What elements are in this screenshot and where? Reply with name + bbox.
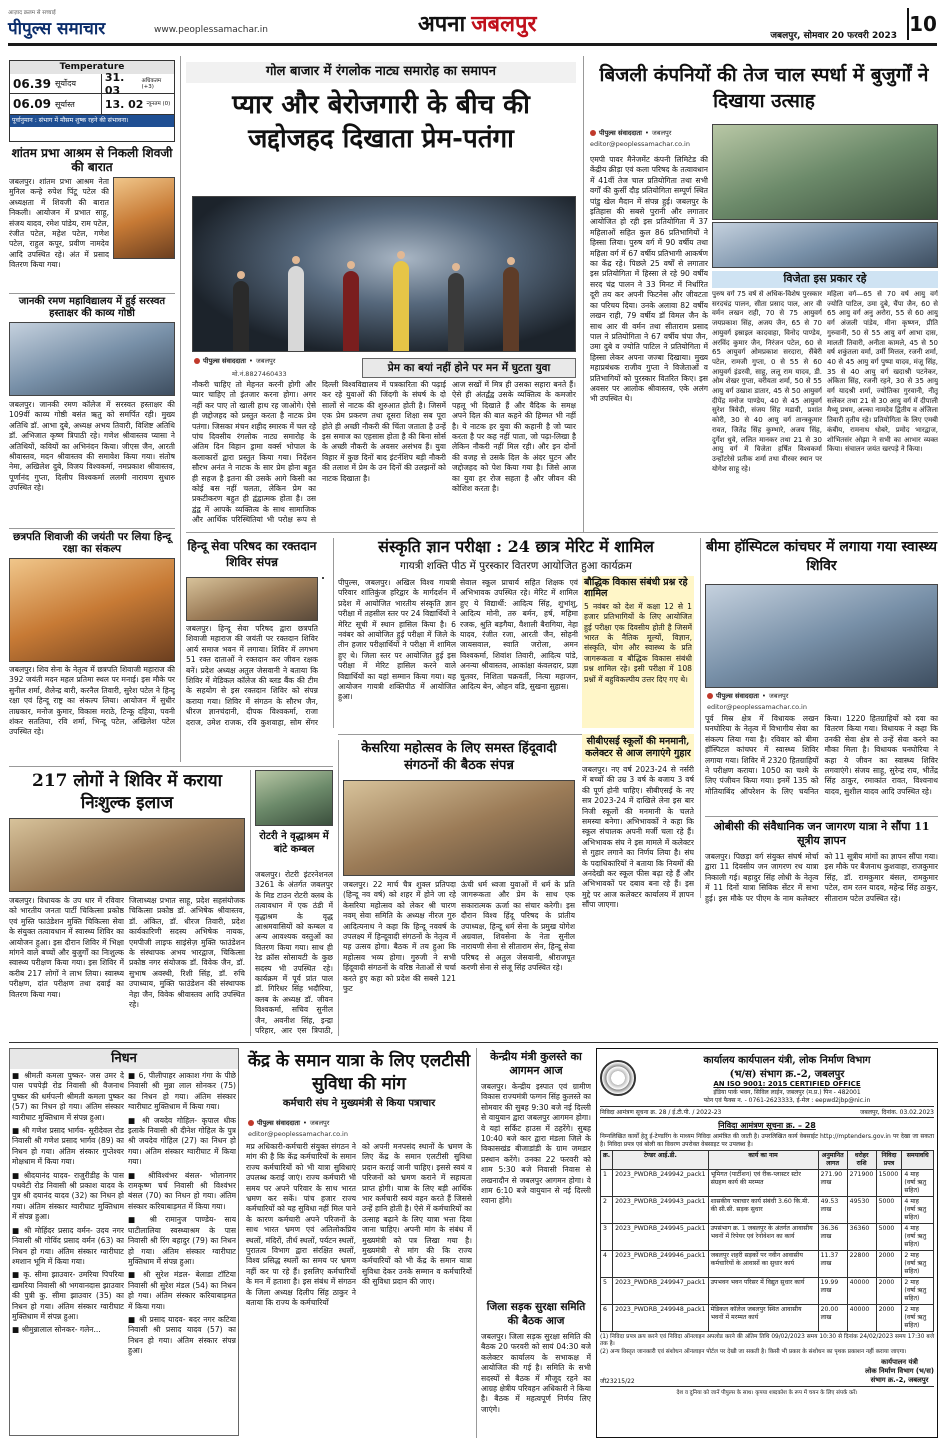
bima-credit-name: पीपुल्स संवाददाता [716, 692, 760, 700]
max-temp-label: अधिकतम (+3) [141, 77, 162, 90]
ltc-credit-name: पीपुल्स संवाददाता [257, 1119, 301, 1127]
obituary-item: ■ श्रीमुन्नालाल सोनकर- गलेन... [12, 1325, 101, 1335]
masthead [8, 6, 937, 46]
theatre-mobile: मो.नं.8827460433 [232, 370, 287, 378]
tender-row [601, 1305, 934, 1332]
sanskriti-body-col2: सेवाल स्कूल प्राचार्य सहित शिक्षक एवं अभिभावक उपस्थित रहे। मेरिट में शामिल हुए ये विद्यार्थी: आदित्य सिंह, शुभांशु, आदित्य मोनी, तरु बर्मन, हर्ष, महिमा रजक, श्रुति बड़गैया, वैशाली बैरागिया, नेहा यादव, रंजीत रजा, आरती जैन, सोहनी जायसवाल, स्वाति जरोला, अमन विश्वकर्मा, शिवांश तिवारी, आदित्य पांडे, अनन्या श्रीवास्तव, आकांक्षा कंवलदार, प्रज्ञा चुतवर, निशिता चक्रवर्ती, नित्या महाजन, आदित्य बेन, ओहन वडि, सुखना सुहास। [460, 578, 578, 692]
winners-title: विजेता इस प्रकार रहे [712, 271, 938, 288]
tender-cell: 4 माह (वर्षा ऋतु सहित) [902, 1224, 934, 1251]
hindu-sewa-body: जबलपुर। हिन्दू सेवा परिषद द्वारा छत्रपति शिवाजी महाराज की जयंती पर रक्तदान शिविर आर्य समाज भवन में लगाया। शिविर में लगभग 51 रक्त दाताओं ने रक्तदान कर जीवन रक्षक बनें। प्रदेश अध्यक्ष अतुल जेसवानी ने बताया कि शिविर में मेडिकल कॉलेज की ब्लड बैंक की टीम के सहयोग से इस रक्तदान शिविर को संपन्न कराया गया। शिविर में संगठन के सौरभ जैन, धीरज ज्ञानचंदानी, दीपक विश्वकर्मा, राजा दराज, उमेश राजक, रवि कुशवाहा, सोम सेंगर [186, 624, 318, 727]
tender-address: इंडिया पार्क भवन, सिविल लाईन, जबलपुर (म.प्र.) पिन - 482001 [713, 1089, 861, 1096]
tender-row [601, 1170, 934, 1197]
obituary-item: ■ श्रीमती कमला पुष्कर- जस उमर दे पास पचपेड़ी रोड निवासी श्री वैजनाथ पुष्कर की धर्मपत्नी श्रीमती कमला पुष्कर (57) का निधन हो गया। अंतिम संस्कार ग्वारीघाट मुक्तिधाम में संपन्न हुआ। [12, 1071, 124, 1122]
nidhan-title: निधन [10, 1049, 238, 1069]
tender-cell: 5000 [876, 1224, 902, 1251]
elders-credit-city: जबलपुर [651, 129, 672, 137]
ltc-body-col2: को अपनी मनपसंद स्थानों के भ्रमण के लिए केंद्र के समान एलटीसी सुविधा प्रदान कराई जानी चाहिए। इससे स्वयं व परिजनों को भ्रमण कराने में सहायता प्राप्त होगी। यात्रा के लिए बड़ी आर्थिक भार कर्मचारी स्वयं वहन करते हैं जिससे उन्हें हानि होती है। ऐसे में कर्मचारियों का उत्साह बढ़ाने के लिए यात्रा भत्ता दिया जाना चाहिए। अपनी मांग के संबंध में मुख्यमंत्री को पत्र लिखा गया है। मुख्यमंत्री से मांग की कि राज्य कर्मचारियों को भी केंद्र के समान यात्रा सुविधा देकर उनके सम्मान व कर्मचारियों की सुविधा प्रदान की जाए। [362, 1142, 472, 1287]
ltc-email[interactable]: editor@peoplessamachar.co.in [248, 1130, 348, 1138]
elders-credit-name: पीपुल्स संवाददाता [599, 129, 643, 137]
tender-cell: 36360 [847, 1224, 876, 1251]
tender-cell: 6 [601, 1305, 613, 1332]
tender-cell: 49.53 लाख [818, 1197, 847, 1224]
tender-intro: निम्नलिखित कार्यों हेतु ई-टेण्डरिंग के माध्यम निविदा आमंत्रित की जाती है। उपरलिखित कार्य वेबसाईट http://mptenders.gov.in पर देखा जा सकता है। निविदा प्रपत्र एवं बोली का विवरण उपरोक्त वेबसाइट पर उपलब्ध है। [600, 1133, 934, 1148]
elders-credit: पीपुल्स संवाददाता • जबलपुर [590, 128, 671, 137]
cbse-body: जबलपुर। नए वर्ष 2023-24 से नर्सरी में बच्चों की उम्र 3 वर्ष के बजाय 3 वर्ष की पूर्ण होनी चाहिए। सीबीएसई के नए सत्र 2023-24 में दाखिले लेना इस बार निजी स्कूलों की मनमानी के चलते समस्या बनेगा। अभिभावकों ने कहा कि स्कूल संचालक अपनी मर्जी चला रहे हैं। अभिभावक संघ ने इस मामले में कलेक्टर से गुहार लगाने का निर्णय लिया है। संघ के पदाधिकारियों ने बताया कि नियमों की अनदेखी कर स्कूल फीस बढ़ा रहे हैं और अभिभावकों पर दबाव बना रहे हैं। इस मुद्दे पर आज कलेक्टर कार्यालय में ज्ञापन सौंपा जाएगा। [582, 765, 694, 910]
tender-column-header: कार्य का नाम [708, 1151, 818, 1170]
obc-headline: ओबीसी की संवैधानिक जन जागरण यात्रा ने सौंपा 11 सूत्रीय ज्ञापन [713, 820, 930, 847]
mp-emblem-icon [600, 1060, 636, 1096]
bima-email[interactable]: editor@peoplessamachar.co.in [707, 703, 807, 711]
tender-cell: 5000 [876, 1197, 902, 1224]
cbse-headline: सीबीएसई स्कूलों की मनमानी, कलेक्टर से आज लगाएंगे गुहार [582, 734, 694, 762]
rotary-photo [255, 770, 333, 826]
tender-row [601, 1278, 934, 1305]
signature-dept: लोक निर्माण विभाग (भ/स) [865, 1366, 934, 1375]
hindu-sewa-photo-2 [322, 577, 324, 579]
tender-cell: 22800 [847, 1251, 876, 1278]
page-number: 10 [907, 8, 937, 40]
tender-cell: 4 माह (वर्षा ऋतु सहित) [902, 1197, 934, 1224]
kesariya-body-col1: जबलपुर। 22 मार्च चैत्र शुक्ल प्रतिपदा (हिन्दू नव वर्ष) को शहर में होने जा रहे केसरिया महोत्सव को लेकर श्री चारण नवम् सेवा समिति के अध्यक्ष नीरज गुरु आदित्यनाथ ने कहा कि हिन्दू नववर्ष के उपलक्ष्य में हिन्दूवादी संगठनों के नेतृत्व में यह उत्सव होगा। बैठक में तय हुआ कि महोत्सव भव्य होगा। गुरुजी ने सभी हिंदूवादी संगठनों के वरिष्ठ नेताओं से चर्चा करते हुए कहा को प्रदेश की सबसे 121 फुट [343, 880, 456, 994]
tender-table [600, 1150, 934, 1332]
tender-row [601, 1197, 934, 1224]
shantam-body: जबलपुर। शांतम प्रभा आश्रम नेता मुनिल कन्हे रुपेश पिंटू पटेल की अध्यक्षता में शिवजी की बारात निकली। आयोजन में प्रभात साहू, संजय यादव, रमेश पांडेय, राम पटेल, रंजीत पटेल, महेश पटेल, गणेश पटेल, राहुल कपूर, प्रवीण नामदेव आदि उपस्थित रहे। अंत में प्रसाद वितरण किया गया। [9, 177, 109, 270]
tender-cell: 5 [601, 1278, 613, 1305]
kesariya-headline: केसरिया महोत्सव के लिए समस्त हिंदूवादी संगठनों की बैठक संपन्न [361, 741, 557, 773]
tender-cell: 49530 [847, 1197, 876, 1224]
shivir217-photo [9, 818, 245, 892]
obituary-item: ■ श्री जयदेव गोहिल- कृपाल धीक इलाके निवासी श्री दीनेश गोहिल के पुत्र श्री जयदेव गोहिल (27) का निधन हो गया। अंतिम संस्कार ग्वारीघाट में किया गया। [128, 1115, 236, 1167]
paper-small-tagline: आज़ाद क़लम से सच्चाई [8, 10, 56, 16]
tender-cell: 271.90 लाख [818, 1170, 847, 1197]
tender-column-header: समयावधि [902, 1151, 934, 1170]
tender-cell: 271900 [847, 1170, 876, 1197]
website-url[interactable]: www.peoplessamachar.in [154, 25, 268, 35]
kesariya-photo [343, 780, 575, 876]
baudhik-body: 5 नवंबर को देश में कक्षा 12 से 1 हजार प्रतिभागियों के लिए आयोजित हुई परीक्षा एक दिवसीय होती है जिसमें भारत के नैतिक मूल्यों, विज्ञान, संस्कृति, योग और स्वास्थ्य के प्रति जागरूकता व बौद्धिक विकास संबंधी प्रश्न शामिल रहे। इसी परीक्षा में 108 प्रश्नों में बहुविकल्पीय उत्तर दिए गए थे। [584, 601, 692, 684]
tender-ad-code: जी23215/22 [600, 1377, 635, 1385]
weather-title: Temperature [10, 61, 174, 74]
shivaji-body: जबलपुर। शिव सेना के नेतृत्व में छत्रपति शिवाजी महाराज की 392 जयंती मदन महल प्रतिमा स्थल पर मनाई। इस मौके पर सुनील शर्मा, शैलेन्द्र बारी, करनैल तिवारी, सुरेश पटेल ने हिन्दू रक्षा एवं हिन्दू राष्ट्र का संकल्प लिया। आयोजन में सुधीर ताम्रकार, मनोज कुमार, विकास मराठे, टिन्कू दहिया, पवनी शंकर सततिया, रवि शर्मा, भिन्दू पटेल, अखिलेश पटेल उपस्थित रहे। [9, 665, 175, 737]
theatre-body-col3: आज सखों में मित्र ही उसका सहारा बनते हैं। ऐसे ही अंतर्द्वंद्व उसके व्यक्तित्व के कमजोर पहलू भी दिखाते हैं और वैदिक के समक्ष अपने दिल की बात कहने की हिम्मत भी नहीं है। ये नाटक हर युवा की कहानी है जो प्यार करता है पर कह नहीं पाता, जो पढ़ा-लिखा है लेकिन नौकरी नहीं मिल रही। और इन दोनों की वजह से उसके दिल के अंदर घुटन और जद्दोजहद को पेश किया गया है। जिसे आज का युवा हर रोज सहता है और जीवन की कोशिश करता है। [452, 380, 576, 494]
obituary-item: ■ श्री रामानुज पाण्डेय- साय घाटीलालिया स्वस्थ्याश्रम के पास निवासी श्री रिंग बहादुर (79) का निधन हो गया। अंतिम संस्कार ग्वारीघाट मुक्तिधाम में संपन्न हुआ। [128, 1215, 236, 1266]
tender-cell: 40000 [847, 1305, 876, 1332]
shivir217-body-col1: जबलपुर। विधायक के उप धार में रविवार को भारतीय जनता पार्टी चिकित्सा प्रकोष्ठ एवं मुस्ति फाउंडेशन मुक्ति चिकित्सा सेवा के संयुक्त तत्वावधान में स्वास्थ्य शिविर का आयोजन हुआ। इस दौरान शिविर में भिक्षा मांगने वाले बच्चों और बुजुर्गों का निःशुल्क स्वास्थ्य परीक्षण किया गया। इस शिविर में करीब 217 लोगों ने लाभ लिया। स्वास्थ्य परीक्षण, दांत परीक्षण तथा दवाई का वितरण किया गया। [9, 896, 124, 999]
rotary-body: जबलपुर। रोटरी इंटरनेशनल 3261 के अंतर्गत जबलपुर के मिड टाउन रोटरी क्लब के तत्वावधान में एक ठंडी में वृद्धाश्रम के वृद्ध आश्रमवासियों को कम्बल व अन्य आवश्यक वस्तुओं का वितरण किया गया। साथ ही रेड क्रॉस सोसायटी के कुछ सदस्य भी उपस्थित रहे। कार्यक्रम में पूर्व प्रांत पाल डॉ. गिरिधर सिंह भदौरिया, क्लब के अध्यक्ष डॉ. जीवन विश्वकर्मा, सचिव सुनील जैन, अवनीश सिंह, इन्द्रा परिहार, आर एस त्रिपाठी, [255, 870, 333, 1036]
tender-cell: 2023_PWDRB_249947_pack1 [613, 1278, 708, 1305]
tender-cell: 2000 [876, 1278, 902, 1305]
winners-col1: पुरुष वर्ग 75 वर्ष से अधिक-विशेष पुरस्कार सरदचंद्र पालन, सीता प्रसाद पाल, आर वी वर्मन लखन राही, 70 से 75 आयुवर्ग जयप्रकाश सिंह, अजय जैन, 65 से 70 आयुवर्ग इस्राइल कादवाहा, विनोद पाण्डेय, अरविंद कुमार जैन, निरंजन पटेल, 60 से 65 आयुवर्ग ओमप्रकाश सरदारा, सैंबेरी पटेल, रामजी गुप्ता, 0 से 55 से 60 आयुवर्ग इंडरवी, साहू, ललू राम यादव, डी. ओम शेखर गुप्ता, वरीयता शर्मा, 50 से 55 आयु वर्ग उखाश डातार, 45 से 50 आयुवर्ग दीपेंद्र मनोज पाण्डेय, 40 से 45 आयुवर्ग सुरेश त्रिवेदी, संजय सिंह मडावी, प्रशांत कोरी, 30 से 40 आयु वर्ग तान्त्रकुमार रावत, जितेंद्र सिंह कुम्भारे, अजय सिंह, दुर्गेश धुवे, ललित मानकर तथा 21 से 30 आयु वर्ग में विजेता हर्षित विश्वकर्मा उन्होंटरेसे प्रतीक शर्मा तथा वीरवर स्थान पर योगेश साहू रहे। [712, 290, 822, 473]
shivir217-body-col2: जिलाध्यक्ष प्रभात साहू, प्रदेश सहसंयोजक चिकित्सा प्रकोष्ठ डॉ. अभिषेक श्रीवास्तव, डॉ. अंकित, डॉ. धीरज तिवारी, प्रदेश कार्यकारिणी सदस्य अभिषेक नायक, एमपीजी लाइफ साइंसेज़ मुक्ति फाउंडेशन के संस्थापक अभय भारद्वाज, चिकित्सा प्रकोष्ठ नगर संयोजक डॉ. विवेक जैन, डॉ. सुभाष अवस्थी, रिशी सिंह, डॉ. रुचि उपाध्याय, मुक्ति फाउंडेशन की संस्थापक नेहा जैन, विवेक श्रीवास्तव आदि उपस्थित रहे। [129, 896, 245, 1010]
sunrise-time: 06.39 [13, 76, 51, 91]
sanskriti-headline: संस्कृति ज्ञान परीक्षा : 24 छात्र मेरिट में शामिल [378, 537, 654, 556]
tender-row [601, 1224, 934, 1251]
tender-ref-date: जबलपुर, दिनांक. 03.02.2023 [859, 1109, 934, 1116]
tender-cell: 2023_PWDRB_249943_pack1 [613, 1197, 708, 1224]
bima-photo [705, 584, 938, 688]
tender-cell: उपभवन भवन परिसर में विद्युत सुधार कार्य [708, 1278, 818, 1305]
hindu-sewa-headline: हिन्दू सेवा परिषद का रक्तदान शिविर संपन्न [187, 539, 317, 569]
tender-cell: 11.37 लाख [818, 1251, 847, 1278]
ltc-body-col1: मप्र अधिकारी-कर्मचारी संयुक्त संगठन ने मांग की है कि केंद्र कर्मचारियों के समान राज्य कर्मचारियों को भी यात्रा सुविधाएं उपलब्ध कराई जाएं। राज्य कर्मचारी भी समय पर अपने परिवार के साथ भारत भ्रमण कर सकें। पांच हजार राज्य कर्मचारियों को यह सुविधा नहीं मिल पाने के कारण कर्मचारी अपने परिजनों के साथ भारत भ्रमण एवं अतिलोकप्रिय स्थलों, मंदिरों, तीर्थ स्थलों, पर्यटन स्थलों, पुरातत्व विभाग द्वारा संरक्षित स्थलों, विश्व प्रसिद्ध स्थलों का समय पर भ्रमण नहीं कर पा रहे हैं। इसलिए कर्मचारियों के मन में हताशा है। इस संबंध में संगठन के जिला अध्यक्ष दिलीप सिंह ठाकुर ने बताया कि राज्य के कर्मचारियों [246, 1142, 356, 1308]
tender-cell: 2 माह (वर्षा ऋतु सहित) [902, 1305, 934, 1332]
shivaji-photo [9, 558, 175, 662]
tender-cell: शासकीय पत्राचार कार्य संबंधी 3.60 कि.मी. की सी.सी. सड़क सुधार [708, 1197, 818, 1224]
sunset-time: 06.09 [13, 97, 51, 111]
tender-ad [596, 1048, 938, 1438]
tender-cell: 4 [601, 1251, 613, 1278]
bima-credit: पीपुल्स संवाददाता • जबलपुर [707, 691, 788, 700]
theatre-credit: पीपुल्स संवाददाता • जबलपुर [194, 356, 275, 365]
baudhik-headline: बौद्धिक विकास संबंधी प्रश्न रहे शामिल [584, 577, 688, 599]
tender-cell: 2023_PWDRB_249946_pack1 [613, 1251, 708, 1278]
tender-column-header: निविदा प्रपत्र [876, 1151, 902, 1170]
tender-contact: फोन एवं फैक्स न. - 0761-2623333, ई-मेल : eepwd2jbp@nic.in [703, 1097, 871, 1104]
shantam-headline: शांतम प्रभा आश्रम से निकली शिवजी की बारात [11, 146, 173, 174]
road-safety-body: जबलपुर। जिला सड़क सुरक्षा समिति की बैठक 20 फरवरी को सायं 04:30 बजे कलेक्टर कार्यालय के सभाकक्ष में आयोजित की गई है। समिति के सभी सदस्यों से बैठक में मौजूद रहने का आग्रह क्षेत्रीय परिवहन अधिकारी ने किया है। बैठक में महत्वपूर्ण निर्णय लिए जाएंगे। [481, 1332, 591, 1414]
hindu-sewa-photo [186, 577, 318, 621]
tender-cell: उपसंभाग क्र. 1 जबलपुर के अंतर्गत आवासीय भवनों में रिपेयर एवं रेनोवेशन का कार्य [708, 1224, 818, 1251]
tender-cell: 36.36 लाख [818, 1224, 847, 1251]
tender-cell: 20.00 लाख [818, 1305, 847, 1332]
obituary-item: ■ श्री गणेश प्रसाद भार्गव- सूरीदेवल रोड निवासी श्री गणेश प्रसाद भार्गव (89) का निधन हो गया। अंतिम संस्कार गुप्तेश्वर मोक्षधाम में किया गया। [12, 1126, 124, 1167]
kesariya-body-col2: ऊंची धर्म ध्वजा युवाओं में धर्म के प्रति जागरूकता और प्रेम के साथ एक सकारात्मक ऊर्जा का संचार करेगी। इस दौरान विश्व हिंदू परिषद के प्रांतीय उपाध्यक्ष, हिन्दू धर्म सेना के प्रमुख योगेश अग्रवाल, शिवसेना के नेता सुनील नारायणी सेना से सीताराम सेन, हिन्दू सेवा परिषद से अतुल जेसवानी, श्रीराजपूत करणी सेना से संजू सिंह उपस्थित रहे। [461, 880, 575, 973]
theatre-pull-quote: प्रेम का बयां नहीं होने पर मन में घुटता युवा [362, 358, 576, 378]
ltc-subhead: कर्मचारी संघ ने मुख्यमंत्री से किया पत्राचार [282, 1098, 436, 1109]
max-temp: 31. 03 [104, 70, 125, 97]
tender-ref: निविदा आमंत्रण सूचना क्र. 28 / ई.टी.पी. / 2022-23 [600, 1109, 722, 1116]
janki-headline: जानकी रमण महाविद्यालय में हुई सरस्वत हस्ताक्षर की काव्य गोष्ठी [18, 296, 166, 319]
tender-column-header: क्र. [601, 1151, 613, 1170]
tender-footnotes [600, 1334, 934, 1356]
obituary-item: ■ श्री प्रसाद यादव- बदर नगर कटिया निवासी श्री प्रसाद यादव (57) का निधन हो गया। अंतिम संस्कार संपन्न हुआ। [128, 1314, 236, 1356]
bima-headline: बीमा हॉस्पिटल कांचघर में लगाया गया स्वास्थ्य शिविर [705, 539, 938, 574]
tender-cell: 2 माह (वर्षा ऋतु सहित) [902, 1251, 934, 1278]
tender-cell: 2 [601, 1197, 613, 1224]
theatre-body-col2: दिल्ली विश्वविद्यालय में पत्रकारिता की पढ़ाई कर रहे युवाओं की जिंदगी के संघर्ष के दो सालों से नाटक की शुरुआत होती है। जिसमें एक प्रेम प्रकरण तथा दूसरा शिक्षा सब पूरा होते ही अच्छी नौकरी की चिंता जताता है उन्हें इस समाज का एहसास होता है की बिना सोर्स के अच्छी नौकरी के अवसर असंभव हैं। युवा विहार में कुछ दिनों बाद इंटर्नशिप बड़ी नौकरी की तलाश में प्रेम के उन दिनों की उलझनों को नाटक दिखाता है। [322, 380, 446, 483]
bima-body: पूर्व मिस्र क्षेत्र में विधायक लखन घनघोरिया के नेतृत्व में विभागीय सेवा का संकल्प लिया गया है। रविवार को बीमा हॉस्पिटल कांचघर में स्वास्थ्य शिविर लगाया गया। शिविर में 2320 हितग्राहियों ने परीक्षण कराया। 1050 का चश्मे के लिए पंजीयन किया गया। इनमें 135 को मोतियाबिंद ऑपरेशन के लिए चयनित किया। 1220 हितग्राहियों को दवा का वितरण किया गया। विधायक ने कहा कि उनकी सेवा क्षेत्र से उन्हें सेवा करने का मौका मिला है। विधायक घनघोरिया ने कहा ये जीवन का स्वास्थ्य शिविर लगवाएंगे। संजय साहू, सुरेन्द्र राय, भीतेंद्र सिंह ठाकुर, रमाकांत रावत, विश्वनाथ यादव, सुशील यादव आदि उपस्थित रहे। [705, 714, 938, 796]
tender-cell: भूमिगत (पार्टीशन) एवं रीक-प्लास्टर स्टोर संग्रहण कार्य की मरम्मत [708, 1170, 818, 1197]
ltc-credit: पीपुल्स संवाददाता • जबलपुर [248, 1118, 329, 1127]
rotary-headline: रोटरी ने वृद्धाश्रम में बांटे कम्बल [259, 831, 329, 855]
min-temp: 13. 02 [104, 97, 144, 111]
tender-cell: मेडिकल कॉलेज जबलपुर स्थित आवासीय भवनों में मरम्मत कार्य [708, 1305, 818, 1332]
tender-title-2: (भ/स) संभाग क्र.-2, जबलपुर [729, 1069, 845, 1080]
elders-body: एमपी पावर मैनेजमेंट कंपनी लिमिटेड की केंद्रीय क्रीड़ा एवं कला परिषद के तत्वावधान में 41वीं तेज चाल प्रतियोगिता तथा सभी वर्गों की कुर्सी दौड़ प्रतियोगिता सम्पूर्ण स्थित पांडु खेल मैदान में संपन्न हुई। जबलपुर के इतिहास की सबसे पुरानी और लगातार आयोजित हो रही इस प्रतियोगिता में 37 महिलाओं सहित कुल 86 प्रतिभागियों ने हिस्सा लिया। पुरुष वर्ग में 90 वर्षीय तथा महिला वर्ग में 67 वर्षीय प्रतिभागी आकर्षण का केंद्र रहे। पिछले 25 वर्षों से लगातार इस प्रतियोगिता में हिस्सा ले रहे 90 वर्षीय सरद चंद्र पालन ने 33 मिनट में निर्धारित दूरी तय कर अपनी फिटनेस और जीवटता का परिचय दिया। उनके अलावा 82 वर्षीय लखन राही, 79 वर्षीय डॉ विमल जैन के साथ आर वी वर्मन तथा सीताराम प्रसाद पाल ने प्रतियोगिता ने 67 वर्षीय चंपा जैन, उमा दुबे व ज्योति पाटिल ने प्रतियोगिता में हिस्सा लेकर अपना जज्बा दिखाया। मुख्य महाप्रबंधक राजीव गुप्ता ने विजेताओं व प्रतिभागियों को पुरस्कार वितरित किए। इस अवसर पर आलोक श्रीवास्तव, एके अलंग भी उपस्थित थे। [590, 155, 708, 404]
paper-name: पीपुल्स समाचार [8, 19, 106, 39]
nidhan-col2 [128, 1071, 236, 1433]
shivir217-headline: 217 लोगों ने शिविर में कराया निःशुल्क इलाज [31, 771, 223, 813]
tender-cell: 2023_PWDRB_249948_pack1 [613, 1305, 708, 1332]
section-city: जबलपुर [471, 11, 537, 37]
minister-headline: केन्द्रीय मंत्री कुलस्ते का आगमन आज [490, 1050, 582, 1077]
tender-cell: जबलपुर शहरी सड़कों पर नवीन आवासीय कर्मचारियों के आवासों का सुधार कार्य [708, 1251, 818, 1278]
baudhik-box [582, 576, 694, 728]
cbse-box [582, 734, 694, 1036]
tender-footnote: (1) निविदा प्रपत्र क्रय करने एवं निविदा ऑनलाइन अपलोड करने की अंतिम तिथि 09/02/2023 समय 10:30 से दिनांक 24/02/2023 समय 17:30 बजे तक है। [600, 1334, 934, 1348]
ltc-headline: केंद्र के समान यात्रा के लिए एलटीसी सुविधा की मांग [247, 1051, 471, 1094]
winners-col2: महिला वर्ग—65 से 70 वर्ष आयु वर्ग ज्योति पाटिल, उमा दुबे, चैंपा जैन, 60 से 65 आयु वर्ग अनु अरोरा, 55 से 60 आयु वर्ग अंजली पांडेय, मीना कृष्णन, प्रीति गुरुवानी, 50 से 55 आयु वर्ग आभा दास, मालती तिवारी, अनीता कामले, 45 से 50 वर्ष शकुंतला वर्मा, उर्मी मित्तल, रजनी शर्मा, 40 से 45 आयु वर्ग पुष्पा यादव, मंजू सिंह, 35 से 40 आयु वर्ग खदाश्री पटनेकर, अंकिता सिंह, रजनी रहने, 30 से 35 आयु वर्ग यादश्री शर्मा, ज्योतिका गुरवानी, नीतू सलेकर तथा 21 से 30 आयु वर्ग में दीपाली मैथ्यू प्रथम, अल्का नामदेव द्वितीय व अंजिला तिवारी तृतीय रहे। प्रतियोगिता के लिए एमबी कंबीय, रामनाथ धोबरे, प्रमोद भारद्वाज, शोभितसंर ओझा ने सभी का आभार व्यक्त किया। संचालन जयंत खरपड़े ने किया। [827, 290, 938, 454]
tender-cell: 1 [601, 1170, 613, 1197]
tender-cell: 19.99 लाख [818, 1278, 847, 1305]
tender-footnote: (2) अन्य विस्तृत जानकारी एवं संशोधन ऑनलाइन पोर्टल पर देखी जा सकती है। किसी भी प्रकार के संशोधन का पृथक प्रकाशन नहीं कराया जाएगा। [600, 1348, 907, 1355]
theatre-stage-photo [192, 196, 576, 352]
tender-cell: 2023_PWDRB_249942_pack1 [613, 1170, 708, 1197]
theatre-body-col1: नौकरी चाहिए तो मेहनत करनी होगी और प्यार चाहिए तो इंतजार करना होगा। अगर नहीं कर पाए तो खाली हाथ रह जाओगे। ऐसे ही जद्दोजहद को प्रस्तुत करता है नाटक प्रेम पतंगा। जिसका मंचन शहीद स्मारक में चल रहे पांच दिवसीय रंगलोक नाट्य समारोह के अंतिम दिन विहान ड्रामा वर्क्स भोपाल के कलाकारों द्वारा प्रस्तुत किया गया। निर्देशन सौरभ अनंत ने नाटक के सार प्रेम होना बहुत ही सहज है इतना की उसके आगे किसी का कोई बस नहीं चलता, लेकिन प्रेम का प्रकटीकरण बहुत ही द्वंद्वात्मक होता है। उस द्वंद्व में आपके व्यक्तित्व के साथ सामाजिक और आर्थिक परिस्थितियां भी परोक्ष रूप से [192, 380, 316, 525]
tender-row [601, 1251, 934, 1278]
theatre-credit-name: पीपुल्स संवाददाता [203, 357, 247, 365]
section-prefix: अपना [418, 11, 466, 37]
tender-footer-note: देश व दुनिया को जानें पीपुल्स के साथ। कृपया शब्दकोश के रूप में चयन के लिए संपर्क करें। [600, 1386, 934, 1396]
tender-title-1: कार्यालय कार्यपालन यंत्री, लोक निर्माण विभाग [703, 1055, 871, 1066]
elders-photo-2 [712, 222, 938, 268]
janki-photo [9, 322, 175, 396]
weather-forecast: पूर्वानुमान : संभाग में मौसम शुष्क रहने की संभावना। [10, 114, 174, 127]
sunset-label: सूर्यास्त [54, 99, 75, 109]
obituary-item: ■ श्रीदयानंद यादव- राजुरीडीह के पास पथवेटी रोड निवासी श्री प्रकाश यादव के पुत्र श्री दयानंद यादव (32) का निधन हो गया। अंतिम संस्कार ग्वारीघाट मुक्तिधाम में संपन्न हुआ। [12, 1170, 124, 1222]
ltc-credit-city: जबलपुर [309, 1119, 330, 1127]
theatre-credit-city: जबलपुर [255, 357, 276, 365]
tender-cell: 2 माह (वर्षा ऋतु सहित) [902, 1278, 934, 1305]
tender-cell: 3 [601, 1224, 613, 1251]
road-safety-headline: जिला सड़क सुरक्षा समिति की बैठक आज [486, 1301, 586, 1327]
tender-cell: 40000 [847, 1278, 876, 1305]
nidhan-box [9, 1048, 239, 1436]
theatre-headline: प्यार और बेरोजगारी के बीच की जद्दोजहद दिखाता प्रेम-पतंगा [232, 90, 530, 154]
weather-box [9, 60, 175, 142]
min-temp-label: न्यूनतम (0) [146, 101, 171, 107]
sanskriti-subhead: गायत्री शक्ति पीठ में पुरस्कार वितरण आयोजित हुआ कार्यक्रम [400, 560, 632, 572]
nidhan-col1 [12, 1071, 124, 1433]
elders-headline: बिजली कंपनियों की तेज चाल स्पर्धा में बुजुर्गों ने दिखाया उत्साह [599, 64, 929, 112]
tender-cell: 4 माह (वर्षा ऋतु सहित) [902, 1170, 934, 1197]
minister-body: जबलपुर। केन्द्रीय इस्पात एवं ग्रामीण विकास राज्यमंत्री फग्गन सिंह कुलस्ते का सोमवार की सुबह 9:30 बजे नई दिल्ली से वायुयान द्वारा जबलपुर आगमन होगा। वे यहां सर्किट हाउस में ठहरेंगे। सुबह 10:40 बजे कार द्वारा मंडला जिले के विकासखंड बीजाडांडी के ग्राम जमडार प्रस्थान करेंगे। उनका 22 फरवरी को शाम 5:30 बजे निवासी निवास से लखनादौन से जबलपुर आगमन होगा। वे शाम 6:10 बजे वायुयान से नई दिल्ली रवाना होंगे। [481, 1082, 591, 1206]
obituary-item: ■ श्री मोहिंदर प्रसाद वर्मन- उदय नगर निवासी श्री गोविंद प्रसाद वर्मन (63) का निधन हो गया। अंतिम संस्कार ग्वारीघाट श्मशान भूमि में किया गया। [12, 1225, 124, 1266]
elders-photo-1 [712, 124, 938, 220]
issue-date: जबलपुर, सोमवार 20 फरवरी 2023 [770, 31, 897, 41]
obc-body: जबलपुर। पिछड़ा वर्ग संयुक्त संघर्ष मोर्चा द्वारा 11 दिवसीय जन जागरण रथ यात्रा निकाली गई। बहादुर सिंह लोधी के नेतृत्व में 11 दिनों यात्रा सिविक सेंटर में सभा हुई। इस मौके पर पीएम के नाम कलेक्टर को 11 सूत्रीय मांगों का ज्ञापन सौंपा गया। इस मौके पर बैजनाथ कुशवाहा, राजकुमार सिंह, डॉ. रामकुमार बंसल, रामकुमार पटेल, राम रतन यादव, महेन्द्र सिंह ठाकुर, सीताराम पटेल उपस्थित रहे। [705, 852, 938, 903]
tender-cell: 15000 [876, 1170, 902, 1197]
tender-column-header: धरोहर राशि [847, 1151, 876, 1170]
theatre-kicker: गोल बाजार में रंगलोक नाट्य समारोह का समापन [186, 62, 576, 83]
signature-title: कार्यपालन यंत्री [881, 1357, 918, 1366]
obituary-item: ■ श्री सुरेश मंडल- बेलाडा टॉटिया निवासी श्री सुरेश मंडल (54) का निधन हो गया। अंतिम संस्कार करियाबाड़मत में किया गया। [128, 1270, 236, 1311]
shivaji-headline: छत्रपति शिवाजी की जयंती पर लिया हिन्दू रक्षा का संकल्प [12, 531, 172, 556]
tender-cell: 2000 [876, 1305, 902, 1332]
tender-notice-title: निविदा आमंत्रण सूचना क्र. – 28 [718, 1121, 816, 1130]
tender-cell: 2023_PWDRB_249945_pack1 [613, 1224, 708, 1251]
elders-email[interactable]: editor@peoplessamachar.co.in [590, 140, 690, 148]
sunrise-label: सूर्योदय [54, 79, 76, 88]
bima-credit-city: जबलपुर [768, 692, 789, 700]
shantam-photo [113, 177, 175, 259]
signature-office: संभाग क्र.-2, जबलपुर [870, 1375, 929, 1384]
obituary-item: ■ श्रीविश्वंभर बंसल- भोलानगर रामकृष्ण चर्च निवासी श्री विश्वंभर बंसल (70) का निधन हो गया। अंतिम संस्कार करियाबाड़मत में किया गया। [128, 1170, 236, 1211]
tender-cell: 2000 [876, 1251, 902, 1278]
obituary-item: ■ 6, पीलीपाहर आकाश गंगा के पीछे निवासी श्री मुन्ना लाल सोनकर (75) का निधन हो गया। अंतिम संस्कार ग्वारीघाट मुक्तिधाम में किया गया। [128, 1071, 236, 1112]
tender-iso: AN ISO 9001: 2015 CERTIFIED OFFICE [713, 1080, 861, 1088]
janki-body: जबलपुर। जानकी रमण कॉलेज में सरस्वत हस्ताक्षर की 109वीं काव्य गोष्ठी बसंत ऋतु को समर्पित रही। मुख्य अतिथि डॉ. आभा दुबे, अध्यक्ष अभय तिवारी, विशिष्ट अतिथि डॉ. अभिजात कृष्ण त्रिपाठी रहे। गणेश श्रीवास्तव प्यासा ने अतिथियों, कवियों का अभिनंदन किया। जीएस जैन, आरती श्रीवास्तव, मदन श्रीवास्तव की समावेश किया गया। संतोष नेमा, अखिलेश दुबे, विजय विश्वकर्मा, नमप्रकाश श्रीवास्तव, पूर्णानंद गुप्ता, दिलीप विश्वकर्मा ललमी नारायण सुधारु उपस्थित रहे। [9, 400, 175, 493]
tender-column-header: अनुमानित लागत [818, 1151, 847, 1170]
obituary-item: ■ कृ. सीमा झाउवार- उमरिया पिपरिया खमरिया निवासी श्री भगवानदास झाउवार की पुत्री कु. सीमा झाउवार (35) का निधन हो गया। अंतिम संस्कार ग्वारीघाट मुक्तिधाम में संपन्न हुआ। [12, 1270, 124, 1321]
tender-column-header: टेण्डर आई.डी. [613, 1151, 708, 1170]
sanskriti-body-col1: पीपुल्स, जबलपुर। अखिल विश्व गायत्री परिवार शांतिकुंज हरिद्वार के मार्गदर्शन में प्रदेश में आयोजित भारतीय संस्कृति ज्ञान परीक्षा में तहसील स्तर पर 24 विद्यार्थियों ने मेरिट सूची में स्थान हासिल किया है। 6 नवंबर को आयोजित हुई परीक्षा में जिले के तीन हजार परीक्षार्थियों ने परीक्षा में शामिल हुए थे। जिला स्तर पर आयोजित हुई इस परीक्षा में मेरिट हासिल करने वाले विद्यार्थियों का यहां सम्मान किया गया। यह आयोजन गायत्री शक्तिपीठ में आयोजित हुआ। [338, 578, 456, 702]
